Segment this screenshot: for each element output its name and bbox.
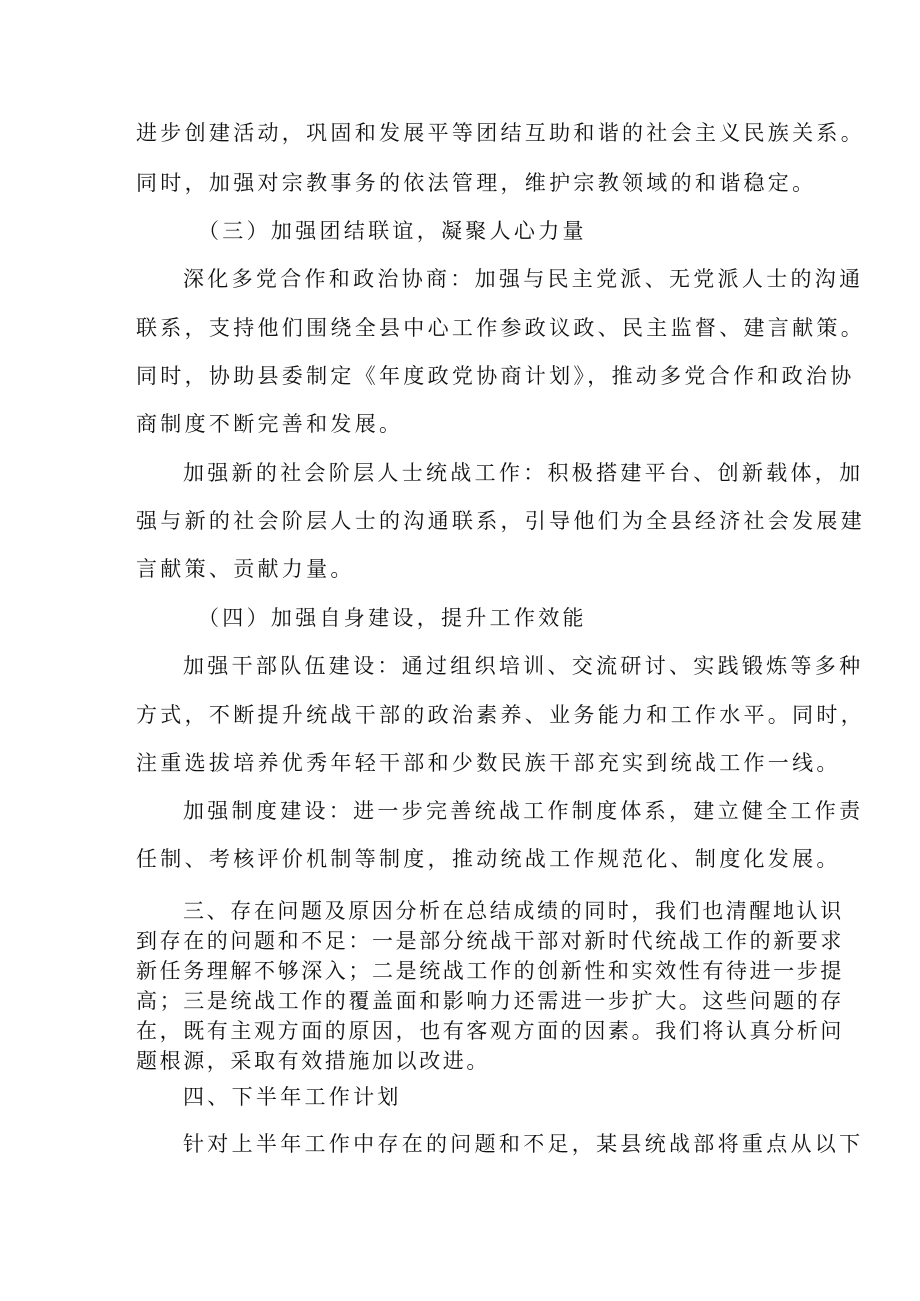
body-line: 强与新的社会阶层人士的沟通联系，引导他们为全县经济社会发展建 xyxy=(136,509,865,533)
body-line: 三、存在问题及原因分析在总结成绩的同时，我们也清醒地认识 xyxy=(183,899,844,923)
body-line: 任制、考核评价机制等制度，推动统战工作规范化、制度化发展。 xyxy=(136,847,841,871)
section-heading: 四、下半年工作计划 xyxy=(183,1085,402,1109)
body-line: 言献策、贡献力量。 xyxy=(136,557,355,581)
body-line: 在，既有主观方面的原因，也有客观方面的因素。我们将认真分析问 xyxy=(136,1019,844,1043)
body-line: 加强新的社会阶层人士统战工作：积极搭建平台、创新载体，加 xyxy=(183,461,864,485)
body-line: 题根源，采取有效措施加以改进。 xyxy=(136,1049,490,1073)
body-line: 注重选拔培养优秀年轻干部和少数民族干部充实到统战工作一线。 xyxy=(136,751,841,775)
section-heading: （三）加强团结联谊，凝聚人心力量 xyxy=(198,219,587,243)
body-line: 联系，支持他们围绕全县中心工作参政议政、民主监督、建言献策。 xyxy=(136,316,865,340)
body-line: 同时，加强对宗教事务的依法管理，维护宗教领域的和谐稳定。 xyxy=(136,171,817,195)
body-line: 进步创建活动，巩固和发展平等团结互助和谐的社会主义民族关系。 xyxy=(136,121,865,145)
body-line: 加强制度建设：进一步完善统战工作制度体系，建立健全工作责 xyxy=(183,799,864,823)
body-line: 深化多党合作和政治协商：加强与民主党派、无党派人士的沟通 xyxy=(183,267,864,291)
body-line: 加强干部队伍建设：通过组织培训、交流研讨、实践锻炼等多种 xyxy=(183,654,864,678)
body-line: 同时，协助县委制定《年度政党协商计划》，推动多党合作和政治协 xyxy=(136,364,855,388)
body-line: 到存在的问题和不足：一是部分统战干部对新时代统战工作的新要求 xyxy=(136,929,844,953)
body-line: 针对上半年工作中存在的问题和不足，某县统战部将重点从以下 xyxy=(183,1132,864,1156)
body-line: 商制度不断完善和发展。 xyxy=(136,412,404,436)
body-line: 新任务理解不够深入；二是统战工作的创新性和实效性有待进一步提 xyxy=(136,959,844,983)
body-line: 方式，不断提升统战干部的政治素养、业务能力和工作水平。同时， xyxy=(136,703,865,727)
section-heading: （四）加强自身建设，提升工作效能 xyxy=(198,606,587,630)
body-line: 高；三是统战工作的覆盖面和影响力还需进一步扩大。这些问题的存 xyxy=(136,989,844,1013)
